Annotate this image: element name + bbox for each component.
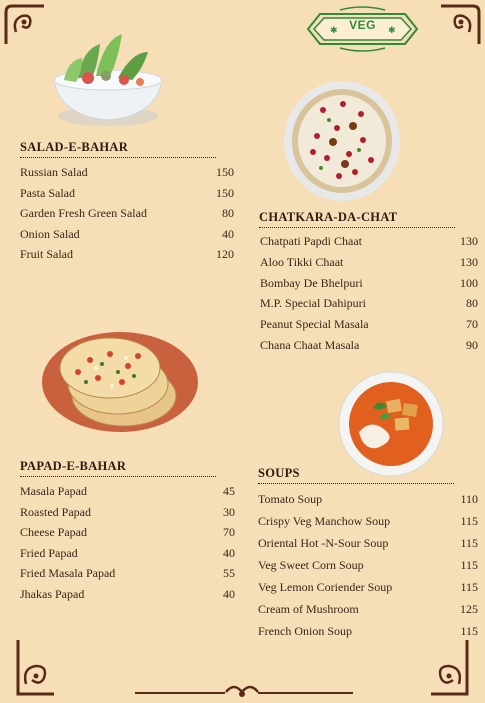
papad-plate-icon bbox=[38, 326, 200, 434]
menu-item-name: Veg Sweet Corn Soup bbox=[258, 558, 364, 572]
menu-item bbox=[20, 244, 234, 265]
menu-item-name: Jhakas Papad bbox=[20, 586, 85, 601]
menu-item bbox=[258, 598, 478, 620]
papad-list bbox=[20, 481, 235, 605]
menu-item bbox=[260, 335, 478, 356]
section-divider bbox=[20, 157, 216, 158]
menu-item-name: Cheese Papad bbox=[20, 525, 87, 540]
salad-list bbox=[20, 162, 234, 265]
menu-item-name: Cream of Mushroom bbox=[258, 602, 359, 616]
salad-bowl-icon bbox=[48, 30, 166, 128]
soups-list bbox=[258, 488, 478, 642]
menu-item-name: Veg Lemon Coriender Soup bbox=[258, 580, 393, 594]
menu-item bbox=[258, 620, 478, 642]
menu-item-name: M.P. Special Dahipuri bbox=[260, 296, 366, 311]
menu-item bbox=[258, 510, 478, 532]
menu-item-name: Chana Chaat Masala bbox=[260, 337, 360, 352]
menu-item-name: Roasted Papad bbox=[20, 504, 91, 519]
menu-item-price: 120 bbox=[216, 247, 234, 262]
menu-item-price: 115 bbox=[460, 536, 478, 550]
svg-text:✱: ✱ bbox=[388, 25, 396, 35]
menu-item-price: 125 bbox=[460, 602, 478, 616]
menu-item bbox=[20, 183, 234, 204]
section-title-soups: SOUPS bbox=[258, 466, 300, 480]
menu-item bbox=[20, 584, 235, 605]
menu-item-price: 55 bbox=[223, 566, 235, 581]
menu-item-price: 100 bbox=[460, 275, 478, 290]
menu-item bbox=[20, 224, 234, 245]
soup-bowl-icon bbox=[337, 368, 445, 478]
ornament-corner-icon bbox=[427, 638, 471, 698]
ornament-corner-icon bbox=[14, 638, 58, 698]
menu-item bbox=[20, 203, 234, 224]
menu-item-price: 110 bbox=[460, 492, 478, 506]
svg-text:✱: ✱ bbox=[330, 25, 338, 35]
menu-item bbox=[258, 488, 478, 510]
menu-item-price: 90 bbox=[466, 337, 478, 352]
menu-item bbox=[20, 162, 234, 183]
menu-item-price: 40 bbox=[222, 226, 234, 241]
menu-item bbox=[260, 293, 478, 314]
menu-item-price: 80 bbox=[222, 206, 234, 221]
ornament-corner-icon bbox=[2, 2, 48, 48]
menu-item-price: 150 bbox=[216, 185, 234, 200]
section-title-salad: SALAD-E-BAHAR bbox=[20, 140, 129, 154]
menu-item-price: 80 bbox=[466, 296, 478, 311]
menu-item bbox=[20, 502, 235, 523]
section-title-chat: CHATKARA-DA-CHAT bbox=[259, 210, 398, 224]
menu-item-name: Chatpati Papdi Chaat bbox=[260, 234, 362, 248]
menu-item bbox=[258, 532, 478, 554]
menu-item-price: 70 bbox=[466, 317, 478, 332]
menu-item-name: Fried Papad bbox=[20, 545, 78, 560]
menu-item-name: Fruit Salad bbox=[20, 247, 73, 262]
menu-item bbox=[260, 231, 478, 252]
section-divider bbox=[20, 476, 216, 477]
menu-item-price: 130 bbox=[460, 234, 478, 248]
menu-item bbox=[20, 522, 235, 543]
menu-item-name: Tomato Soup bbox=[258, 492, 323, 506]
menu-item-price: 30 bbox=[223, 504, 235, 519]
menu-item-name: Fried Masala Papad bbox=[20, 566, 116, 581]
menu-item-name: Peanut Special Masala bbox=[260, 317, 369, 332]
menu-item bbox=[20, 543, 235, 564]
menu-item-price: 40 bbox=[223, 586, 235, 601]
menu-item bbox=[20, 481, 235, 502]
menu-item-name: French Onion Soup bbox=[258, 624, 352, 638]
menu-item-name: Aloo Tikki Chaat bbox=[260, 254, 344, 269]
menu-item bbox=[260, 314, 478, 335]
menu-item bbox=[260, 252, 478, 273]
section-divider bbox=[258, 483, 454, 484]
menu-item-price: 115 bbox=[460, 624, 478, 638]
menu-item bbox=[258, 576, 478, 598]
section-divider bbox=[259, 227, 455, 228]
menu-item-price: 130 bbox=[460, 254, 478, 269]
bottom-divider-right bbox=[258, 692, 353, 694]
menu-item-price: 150 bbox=[216, 165, 234, 179]
menu-item-price: 40 bbox=[223, 545, 235, 560]
veg-label: VEG bbox=[349, 18, 376, 32]
menu-item-price: 115 bbox=[460, 580, 478, 594]
menu-item-price: 70 bbox=[223, 525, 235, 540]
chat-list bbox=[260, 231, 478, 356]
menu-item-name: Masala Papad bbox=[20, 484, 87, 498]
menu-item bbox=[20, 563, 235, 584]
menu-item-price: 45 bbox=[223, 484, 235, 498]
menu-item-name: Russian Salad bbox=[20, 165, 88, 179]
menu-item-name: Onion Salad bbox=[20, 226, 80, 241]
menu-item-price: 115 bbox=[460, 514, 478, 528]
section-title-papad: PAPAD-E-BAHAR bbox=[20, 459, 127, 473]
menu-item bbox=[260, 273, 478, 294]
veg-badge bbox=[300, 6, 425, 52]
menu-item bbox=[258, 554, 478, 576]
menu-item-name: Bombay De Bhelpuri bbox=[260, 275, 363, 290]
menu-item-name: Garden Fresh Green Salad bbox=[20, 206, 147, 221]
menu-item-price: 115 bbox=[460, 558, 478, 572]
menu-item-name: Oriental Hot -N-Sour Soup bbox=[258, 536, 389, 550]
ornament-corner-icon bbox=[437, 2, 483, 48]
menu-item-name: Pasta Salad bbox=[20, 185, 75, 200]
menu-item-name: Crispy Veg Manchow Soup bbox=[258, 514, 391, 528]
papdi-chaat-plate-icon bbox=[283, 80, 401, 202]
bottom-divider-left bbox=[135, 692, 225, 694]
bottom-flourish-icon bbox=[224, 680, 260, 700]
